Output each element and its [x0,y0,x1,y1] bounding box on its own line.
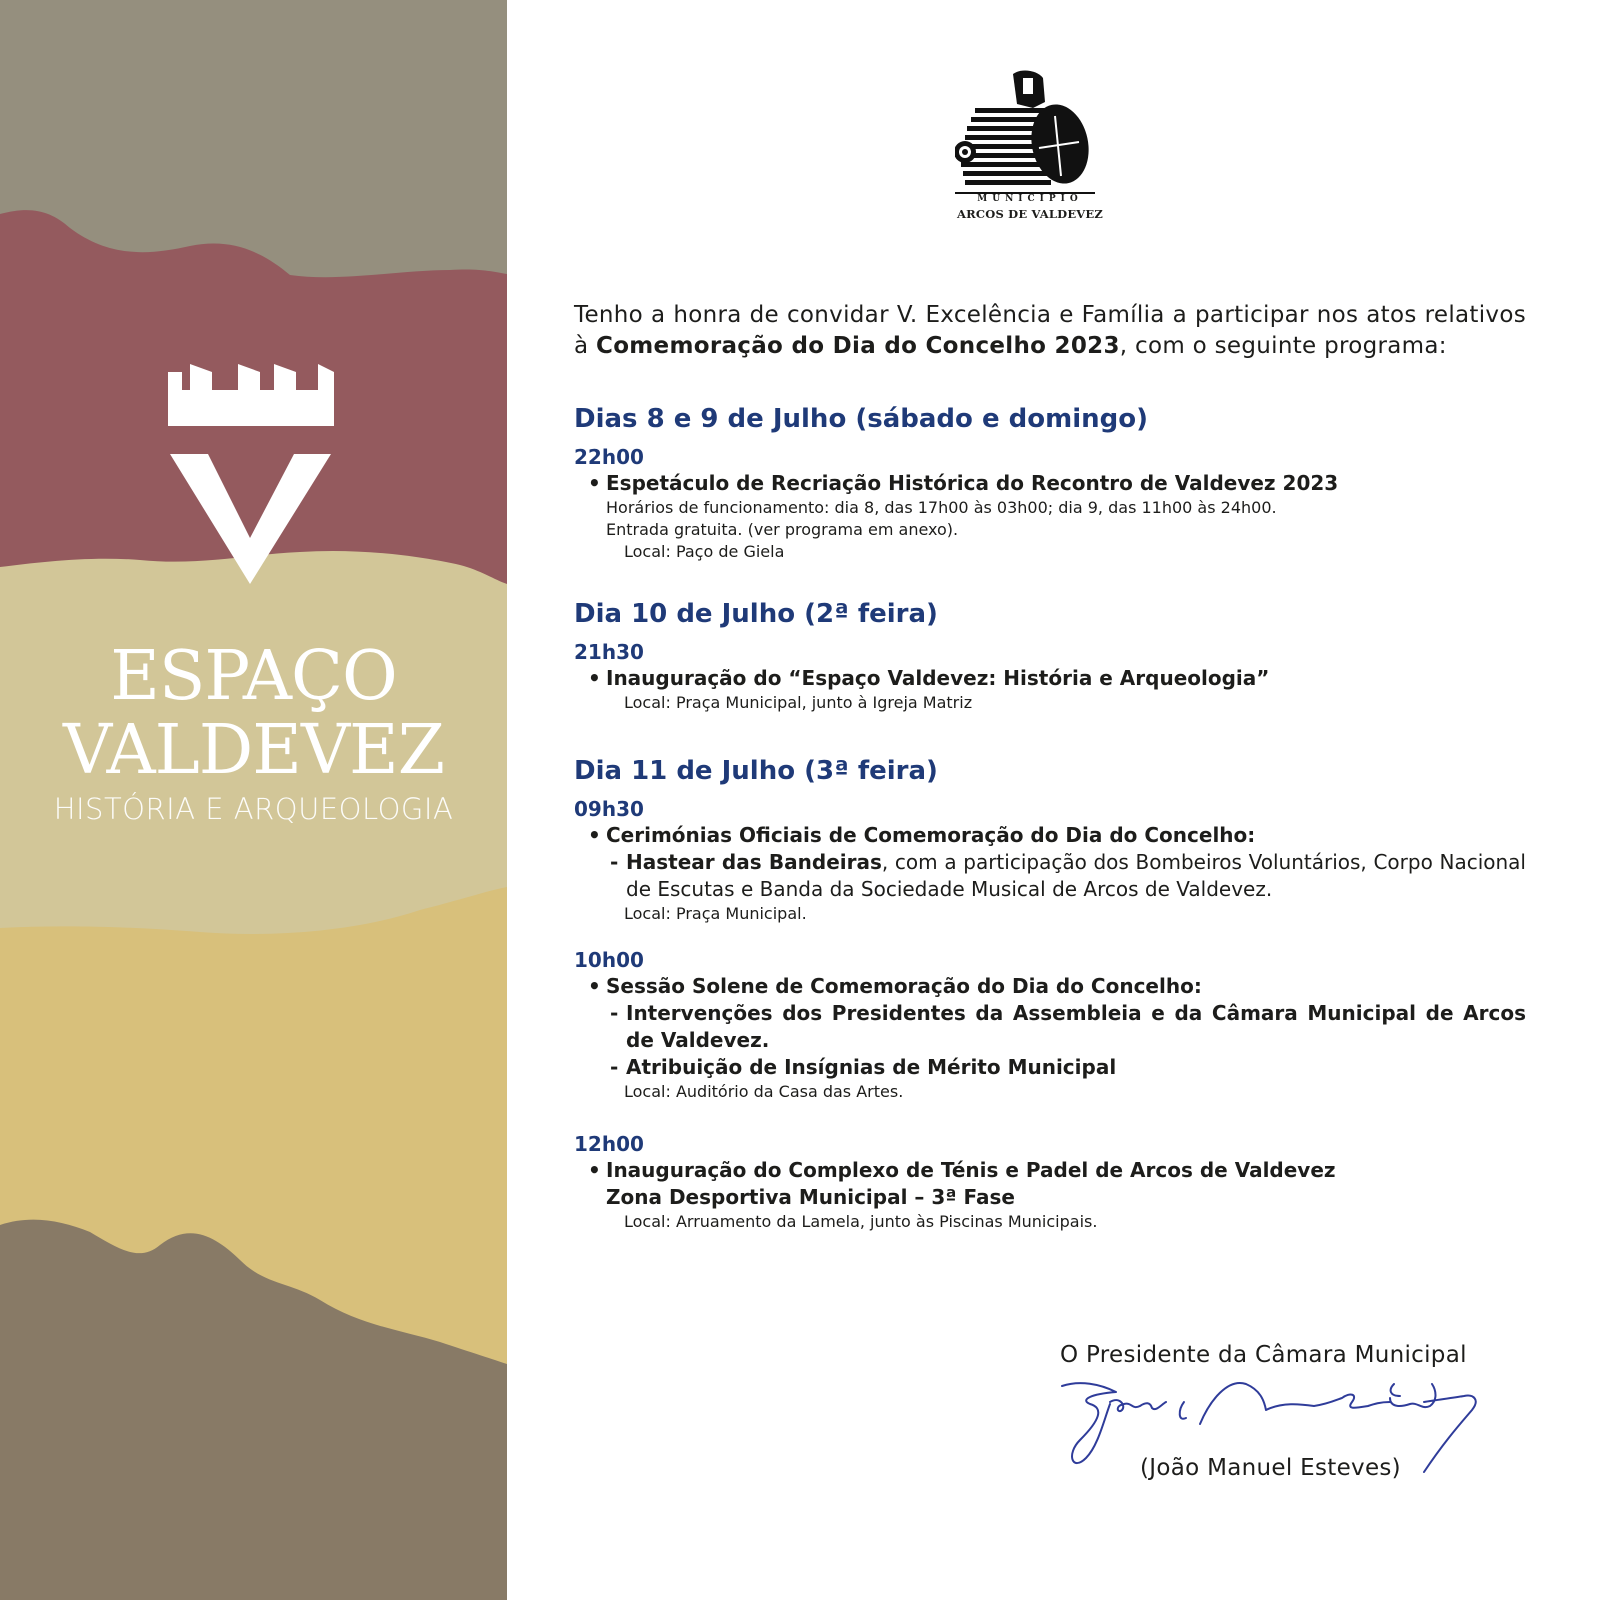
signature-name: (João Manuel Esteves) [1140,1455,1401,1481]
left-banner [0,0,507,1600]
bullet-icon: • [588,666,601,690]
day1-event-label: Espetáculo de Recriação Histórica do Recontro de Valdevez 2023 [606,471,1339,495]
dash-icon: - [610,850,619,874]
day3-block1-time: 09h30 [574,797,644,821]
day3-block3-event-line1: Inauguração do Complexo de Ténis e Padel de Arcos de Valdevez [606,1158,1336,1182]
dash-icon: - [610,1001,619,1025]
day3-block2-sub1 [610,1000,1526,1054]
day3-block1-sub-bold: Hastear das Bandeiras [626,850,882,874]
day2-event [588,665,1526,692]
day3-block1-event-label: Cerimónias Oficiais de Comemoração do Dia do Concelho: [606,823,1256,847]
day2-time: 21h30 [574,640,644,664]
day3-block2-sub2-label: Atribuição de Insígnias de Mérito Municipal [626,1055,1117,1079]
day1-note-hours: Horários de funcionamento: dia 8, das 17h00 às 03h00; dia 9, das 11h00 às 24h00. [606,498,1277,517]
day1-time: 22h00 [574,445,644,469]
brand-title-line2: VALDEVEZ [63,711,444,790]
day3-block3-event-line2: Zona Desportiva Municipal – 3ª Fase [606,1185,1015,1209]
bullet-icon: • [588,823,601,847]
day3-block3-time: 12h00 [574,1132,644,1156]
intro-paragraph [574,300,1526,362]
day3-block2-sub1-label: Intervenções dos Presidentes da Assembleia e da Câmara Municipal de Arcos de Valdevez. [626,1001,1526,1052]
brand-subtitle: HISTÓRIA E ARQUEOLOGIA [53,792,454,826]
valdevez-crest-icon [0,0,507,600]
day3-block1-event [588,822,1526,849]
day2-title: Dia 10 de Julho (2ª feira) [574,599,938,629]
intro-bold-event: Comemoração do Dia do Concelho 2023 [596,333,1120,359]
day2-event-label: Inauguração do “Espaço Valdevez: História e Arqueologia” [606,666,1270,690]
day1-event [588,470,1526,497]
dash-icon: - [610,1055,619,1079]
day3-block3-local: Local: Arruamento da Lamela, junto às Piscinas Municipais. [624,1212,1098,1231]
intro-text-1: Tenho a honra de convidar V. Excelência e Família a participar nos atos relativos à [574,302,1526,359]
day3-block3-event [588,1157,1526,1211]
day3-block2-time: 10h00 [574,948,644,972]
day3-block2-local: Local: Auditório da Casa das Artes. [624,1082,904,1101]
bullet-icon: • [588,471,601,495]
logo-caption-small: MUNICÍPIO [977,194,1083,204]
day3-block2-event [588,973,1526,1000]
signature-title: O Presidente da Câmara Municipal [1060,1342,1467,1368]
invitation-content [574,300,1526,1233]
municipality-logo-icon [955,68,1105,228]
logo-caption-big: ARCOS DE VALDEVEZ [957,207,1103,221]
day3-block1-sub [610,849,1526,903]
day1-title: Dias 8 e 9 de Julho (sábado e domingo) [574,404,1148,434]
day3-block2-sub2 [610,1054,1526,1081]
bullet-icon: • [588,1158,601,1182]
day2-local: Local: Praça Municipal, junto à Igreja Matriz [624,693,973,712]
intro-text-2: , com o seguinte programa: [1119,333,1447,359]
day1-note-entry: Entrada gratuita. (ver programa em anexo). [606,520,959,539]
day3-title: Dia 11 de Julho (3ª feira) [574,756,938,786]
brand-title-line1: ESPAÇO [110,637,397,716]
day3-block2-event-label: Sessão Solene de Comemoração do Dia do Concelho: [606,974,1202,998]
day3-block1-sub-rest: , com a participação dos Bombeiros Voluntários, Corpo Nacional de Escutas e Banda da Sociedade Musical de Arcos de Valdevez. [626,850,1526,901]
day3-block1-local: Local: Praça Municipal. [624,904,807,923]
day1-local: Local: Paço de Giela [624,542,785,561]
bullet-icon: • [588,974,601,998]
